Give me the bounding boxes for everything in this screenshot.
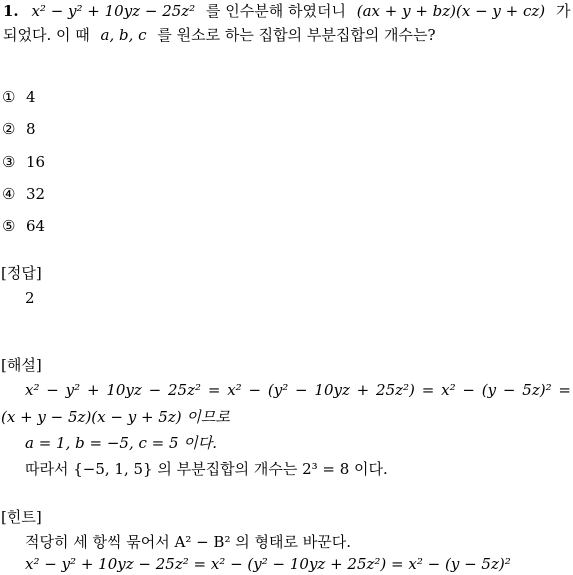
problem-number: 1. (3, 2, 19, 20)
problem-line2-a: 되었다. 이 때 (3, 26, 90, 44)
choice-2[interactable] (2, 120, 36, 138)
problem-factored: (ax + y + bz)(x − y + cz) (356, 2, 546, 20)
answer-label: [정답] (1, 264, 42, 282)
solution-line-2: (x + y − 5z)(x − y + 5z) 이므로 (1, 408, 230, 426)
problem-expression: x² − y² + 10yz − 25z² (31, 2, 196, 20)
problem-line-1 (3, 0, 570, 21)
solution-line-1: x² − y² + 10yz − 25z² = x² − (y² − 10yz + 25z²) = x² − (y − 5z)² = (25, 381, 571, 399)
choice-mark: ⑤ (2, 217, 16, 235)
problem-line2-b: 를 원소로 하는 집합의 부분집합의 개수는? (157, 26, 436, 44)
choice-value: 32 (26, 185, 46, 203)
choice-value: 64 (26, 217, 46, 235)
solution-label: [해설] (1, 356, 42, 374)
choice-1[interactable] (2, 88, 36, 106)
solution-line-4: 따라서 {−5, 1, 5} 의 부분집합의 개수는 2³ = 8 이다. (25, 460, 388, 478)
problem-text-1: 를 인수분해 하였더니 (205, 2, 346, 20)
choice-mark: ④ (2, 185, 16, 203)
solution-line-3: a = 1, b = −5, c = 5 이다. (25, 434, 218, 452)
hint-line-2: x² − y² + 10yz − 25z² = x² − (y² − 10yz + 25z²) = x² − (y − 5z)² (25, 555, 511, 573)
problem-vars: a, b, c (100, 26, 147, 44)
choice-5[interactable] (2, 217, 45, 235)
choice-value: 4 (26, 88, 36, 106)
choice-4[interactable] (2, 185, 45, 203)
hint-line-1: 적당히 세 항씩 묶어서 A² − B² 의 형태로 바꾼다. (25, 533, 351, 551)
choice-3[interactable] (2, 153, 45, 171)
answer-value: 2 (25, 289, 35, 307)
choice-mark: ② (2, 120, 16, 138)
choice-value: 16 (26, 153, 46, 171)
choice-value: 8 (26, 120, 36, 138)
problem-line-2 (3, 24, 436, 45)
hint-label: [힌트] (1, 508, 42, 526)
problem-text-2: 가 (555, 2, 571, 20)
choice-mark: ③ (2, 153, 16, 171)
choice-mark: ① (2, 88, 16, 106)
